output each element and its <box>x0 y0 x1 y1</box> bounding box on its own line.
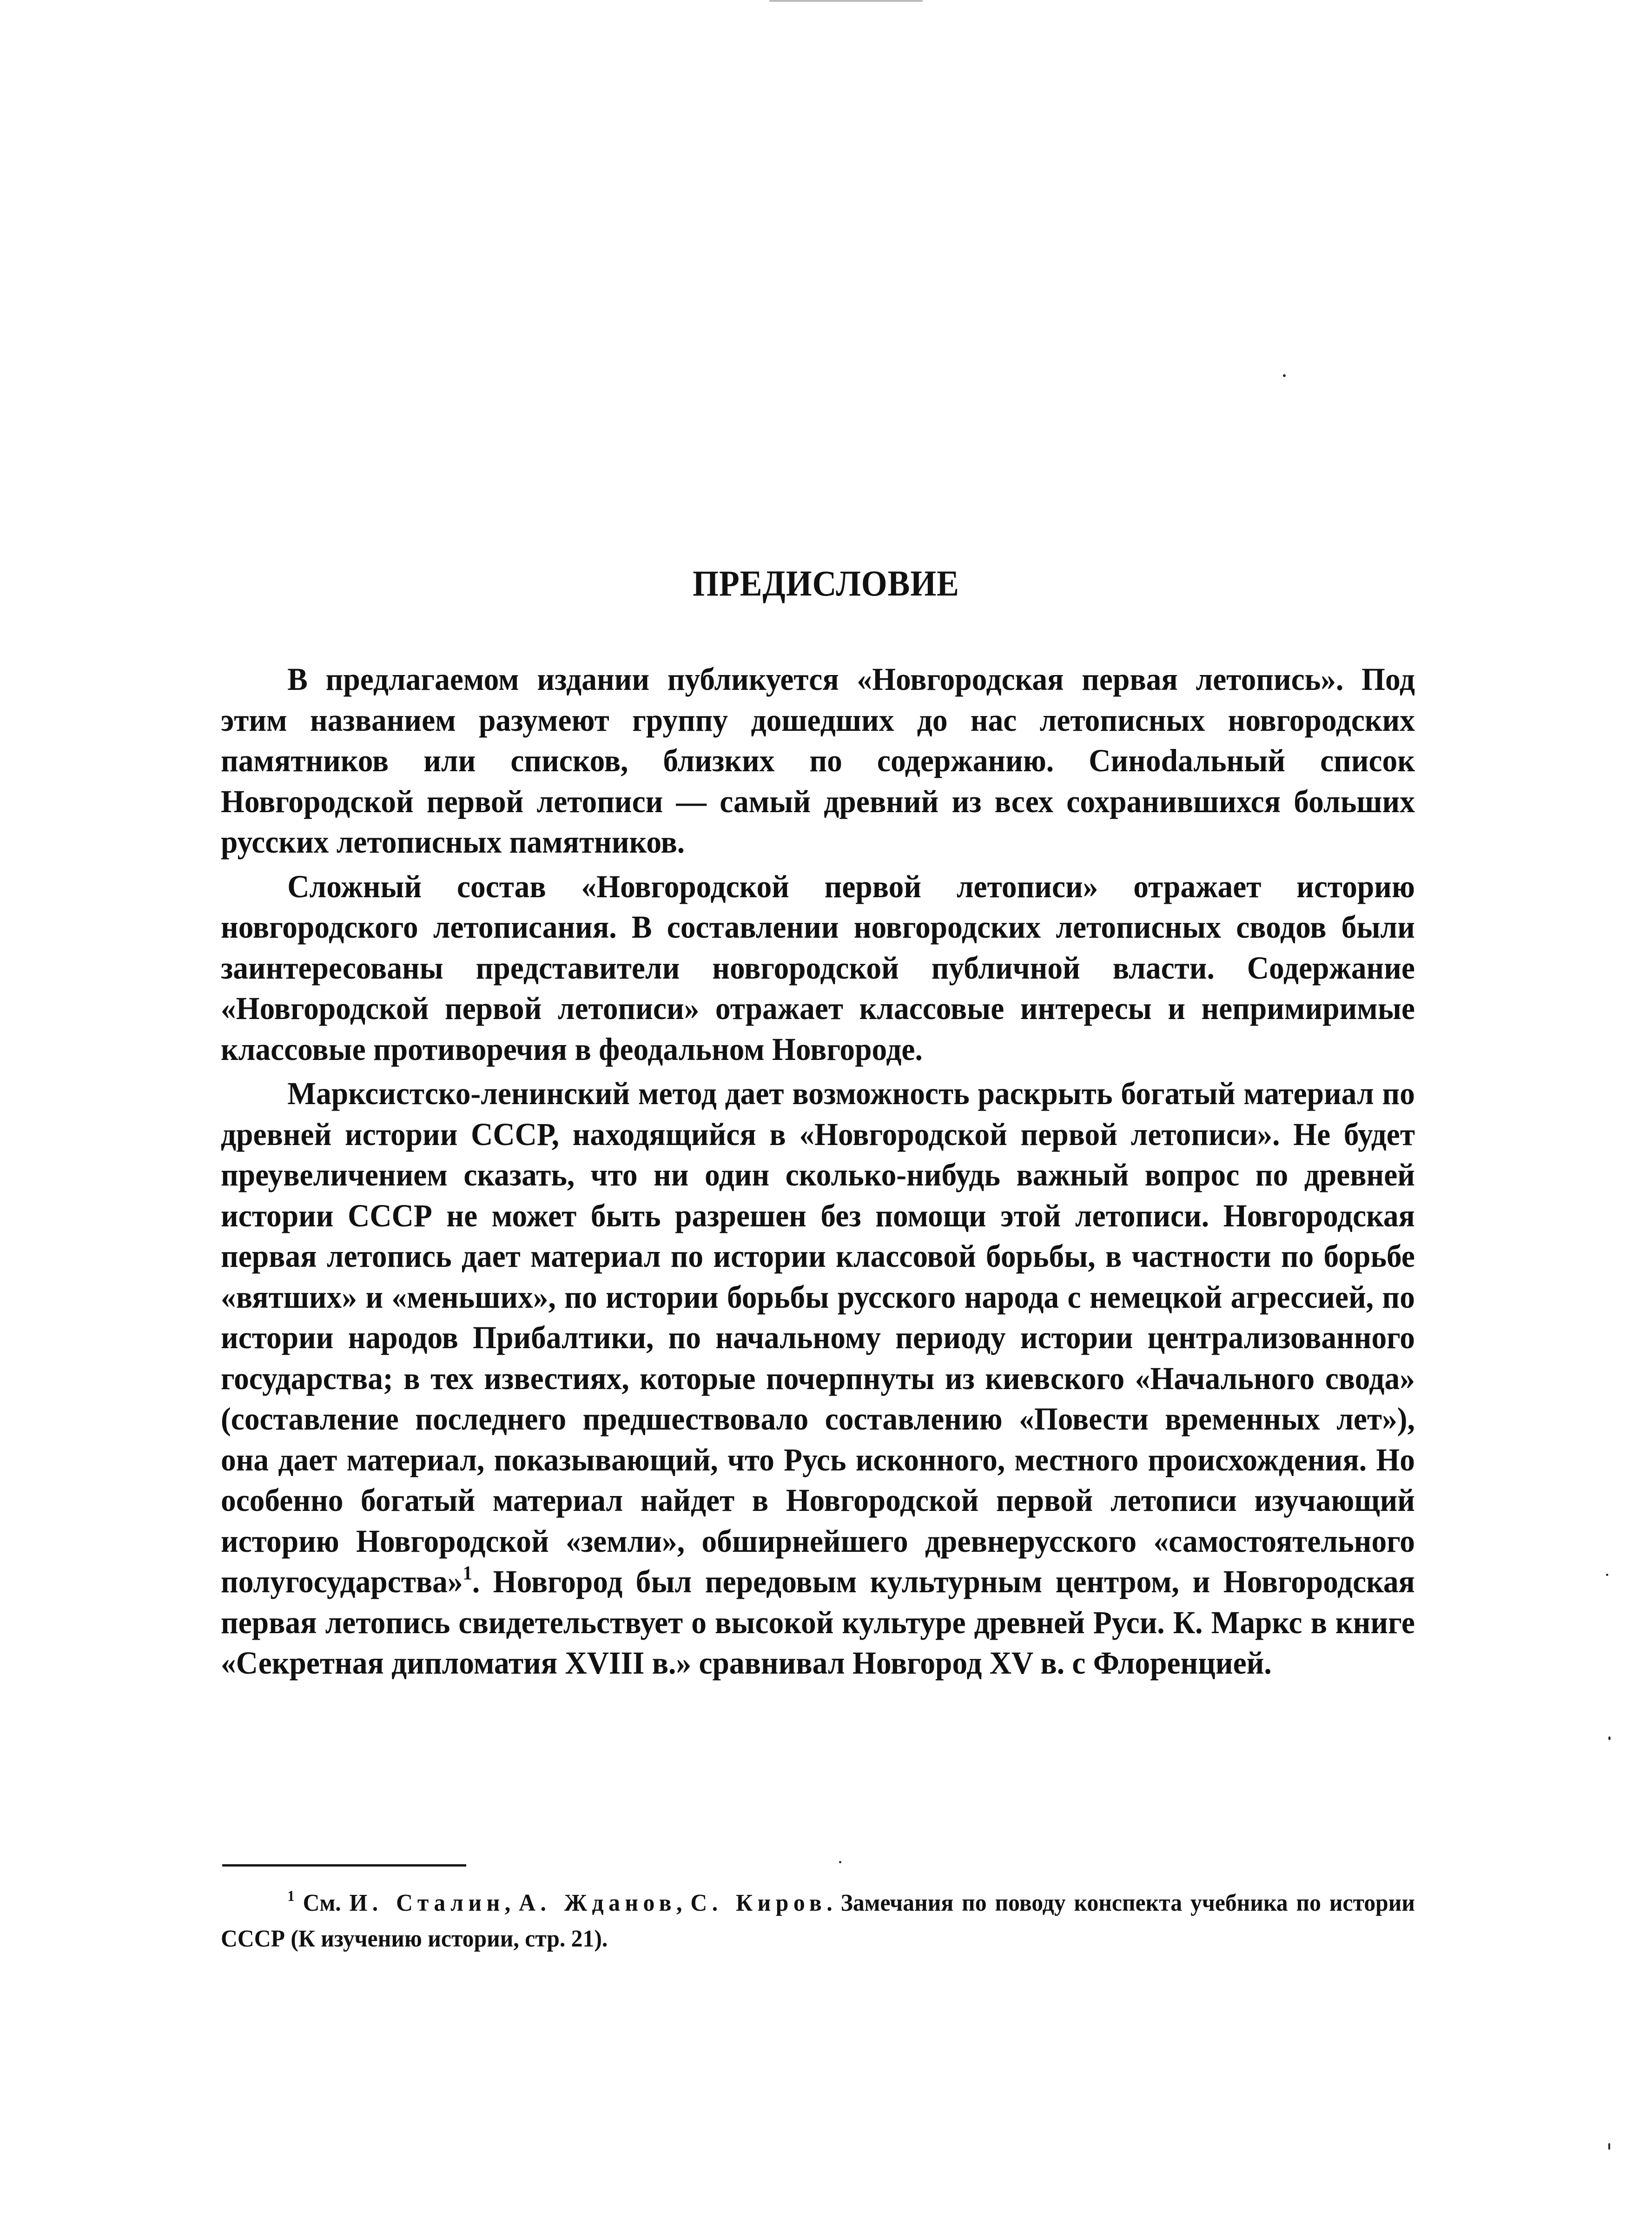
body-text <box>221 659 1415 1688</box>
footnote-author-1: И. Сталин <box>349 1890 505 1916</box>
footnote-author-2: А. Жданов <box>519 1890 676 1916</box>
footnote-text: $^1$ См. И. Сталин, А. Жданов, С. Киров. Замечания по поводу конспекта учебника по истории СССР (К изучению истории, стр. 21). <box>221 1887 1415 1952</box>
paragraph-1: В предлагаемом издании публикуется «Новгородская первая летопись». Под этим названием разумеют группу дошедших до нас летописных новгородских памятников или списков, близких по содержанию. Синоdальный список Новгородской первой летописи — самый древний из всех сохранившихся больших русских летописных памятников. <box>221 662 1415 860</box>
paragraph-3-tail: . Новгород был передовым культурным центром, и Новгородская первая летопись свидетельствует о высокой культуре древней Руси. К. Маркс в книге «Секретная дипломатия XVIII в.» сравнивал Новгород XV в. с Флоренцией. <box>221 1564 1415 1681</box>
footnote-marker: 1 <box>287 1887 295 1905</box>
scan-speck <box>1283 374 1286 377</box>
paragraph-3 <box>221 1073 1415 1684</box>
scan-speck <box>1608 2143 1610 2150</box>
footnote-prefix: См. <box>303 1890 341 1916</box>
footnote-body: . Замечания по поводу конспекта учебника по истории СССР (К изучению истории, стр. 21). <box>221 1890 1415 1952</box>
footnote-reference: 1 <box>463 1562 472 1584</box>
footnote-divider <box>222 1864 466 1867</box>
footnote <box>221 1885 1415 1957</box>
page-title: ПРЕДИСЛОВИЕ <box>693 563 959 603</box>
footnote-author-3: С. Киров <box>690 1890 827 1916</box>
scan-speck <box>1606 1574 1608 1576</box>
scan-speck <box>769 0 923 2</box>
paragraph-3-main: Марксистско-ленинский метод дает возможность раскрыть богатый материал по древней истории СССР, находящийся в «Новгородской первой летописи». Не будет преувеличением сказать, что ни один сколько-нибудь важный вопрос по древней истории СССР не может быть разрешен без помощи этой летописи. Новгородская первая летопись дает материал по истории классовой борьбы, в частности по борьбе «вятших» и «меньших», по истории борьбы русского народа с немецкой агрессией, по истории народов Прибалтики, по начальному периоду истории централизованного государства; в тех известиях, которые почерпнуты из киевского «Начального свода» (составление последнего предшествовало составлению «Повести временных лет»), она дает материал, показывающий, что Русь исконного, местного происхождения. Но особенно богатый материал найдет в Новгородской первой летописи изучающий историю Новгородской «земли», обширнейшего древнерусского «самостоятельного полугосударства» <box>221 1076 1415 1599</box>
scan-speck <box>839 1861 841 1863</box>
scan-speck <box>1608 1736 1611 1740</box>
paragraph-2: Сложный состав «Новгородской первой летописи» отражает историю новгородского летописания. В составлении новгородских летописных сводов были заинтересованы представители новгородской публичной власти. Содержание «Новгородской первой летописи» отражает классовые интересы и непримиримые классовые противоречия в феодальном Новгороде. <box>221 868 1415 1067</box>
